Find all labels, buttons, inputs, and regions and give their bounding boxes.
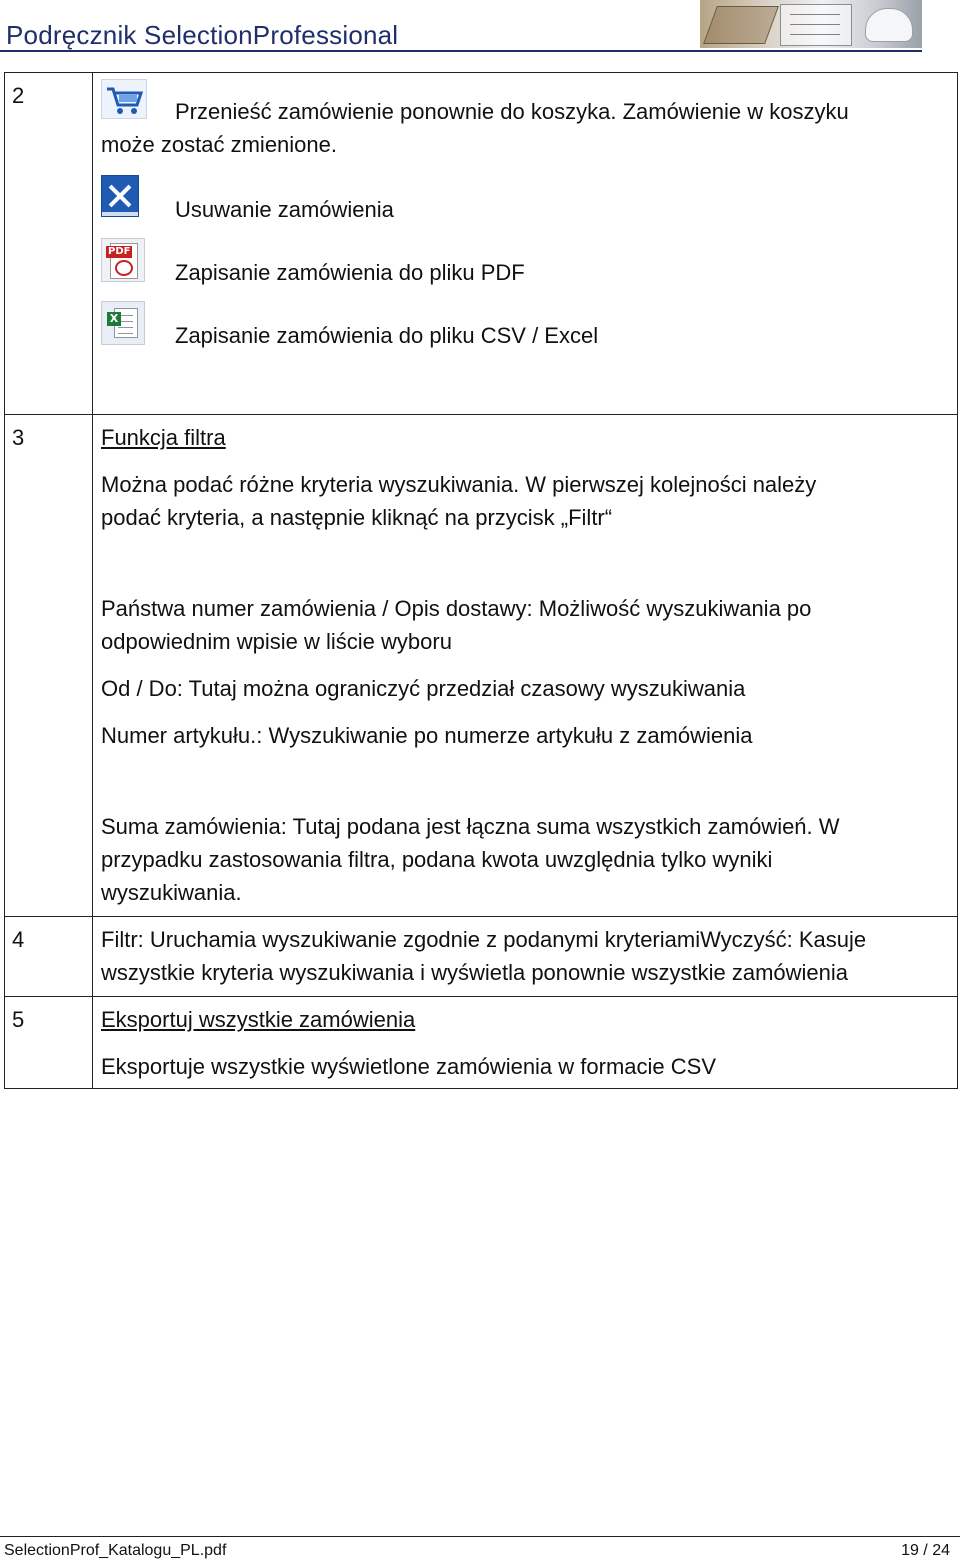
filter-intro-line2: podać kryteria, a następnie kliknąć na przycisk „Filtr“ (101, 505, 613, 530)
order-number-desc-line1: Państwa numer zamówienia / Opis dostawy: Możliwość wyszukiwania po (101, 596, 812, 621)
row-content (93, 73, 958, 415)
table-row (5, 997, 958, 1089)
export-all-heading: Eksportuj wszystkie zamówienia (101, 1007, 416, 1032)
row-number: 2 (5, 73, 93, 415)
export-all-desc: Eksportuje wszystkie wyświetlone zamówienia w formacie CSV (101, 1054, 716, 1079)
excel-description: Zapisanie zamówienia do pliku CSV / Excel (175, 323, 599, 348)
header-logo-image (700, 0, 922, 48)
order-sum-desc-line1: Suma zamówienia: Tutaj podana jest łączna suma wszystkich zamówień. W (101, 814, 840, 839)
cart-description: Przenieść zamówienie ponownie do koszyka. Zamówienie w koszyku (175, 99, 849, 124)
row-content (93, 997, 958, 1089)
pdf-icon: PDF (101, 238, 143, 280)
delete-description: Usuwanie zamówienia (175, 197, 394, 222)
header-title: Podręcznik SelectionProfessional (6, 20, 399, 50)
table-row (5, 73, 958, 415)
excel-icon: X (101, 301, 143, 343)
article-number-desc: Numer artykułu.: Wyszukiwanie po numerze artykułu z zamówienia (101, 723, 753, 748)
row-number: 3 (5, 415, 93, 917)
footer-rule (0, 1536, 960, 1537)
footer-filename: SelectionProf_Katalogu_PL.pdf (4, 1542, 227, 1559)
pdf-description: Zapisanie zamówienia do pliku PDF (175, 260, 525, 285)
filter-intro-line1: Można podać różne kryteria wyszukiwania. W pierwszej kolejności należy (101, 472, 817, 497)
filter-heading: Funkcja filtra (101, 425, 226, 450)
table-row (5, 917, 958, 997)
page-header (0, 0, 960, 52)
header-rule (0, 50, 922, 52)
order-number-desc-line2: odpowiednim wpisie w liście wyboru (101, 629, 452, 654)
order-sum-desc-line2: przypadku zastosowania filtra, podana kwota uwzględnia tylko wyniki (101, 847, 773, 872)
filter-button-desc-line2: wszystkie kryteria wyszukiwania i wyświetla ponownie wszystkie zamówienia (101, 960, 849, 985)
row-number: 5 (5, 997, 93, 1089)
order-sum-desc-line3: wyszukiwania. (101, 880, 242, 905)
filter-button-desc-line1: Filtr: Uruchamia wyszukiwanie zgodnie z podanymi kryteriamiWyczyść: Kasuje (101, 927, 867, 952)
delete-x-icon (101, 175, 143, 217)
date-range-desc: Od / Do: Tutaj można ograniczyć przedział czasowy wyszukiwania (101, 676, 746, 701)
footer-page-number: 19 / 24 (901, 1542, 950, 1559)
row-content (93, 415, 958, 917)
cart-icon (101, 79, 143, 121)
cart-description-cont: może zostać zmienione. (101, 132, 337, 157)
row-content (93, 917, 958, 997)
table-row (5, 415, 958, 917)
description-table (4, 72, 958, 1089)
row-number: 4 (5, 917, 93, 997)
